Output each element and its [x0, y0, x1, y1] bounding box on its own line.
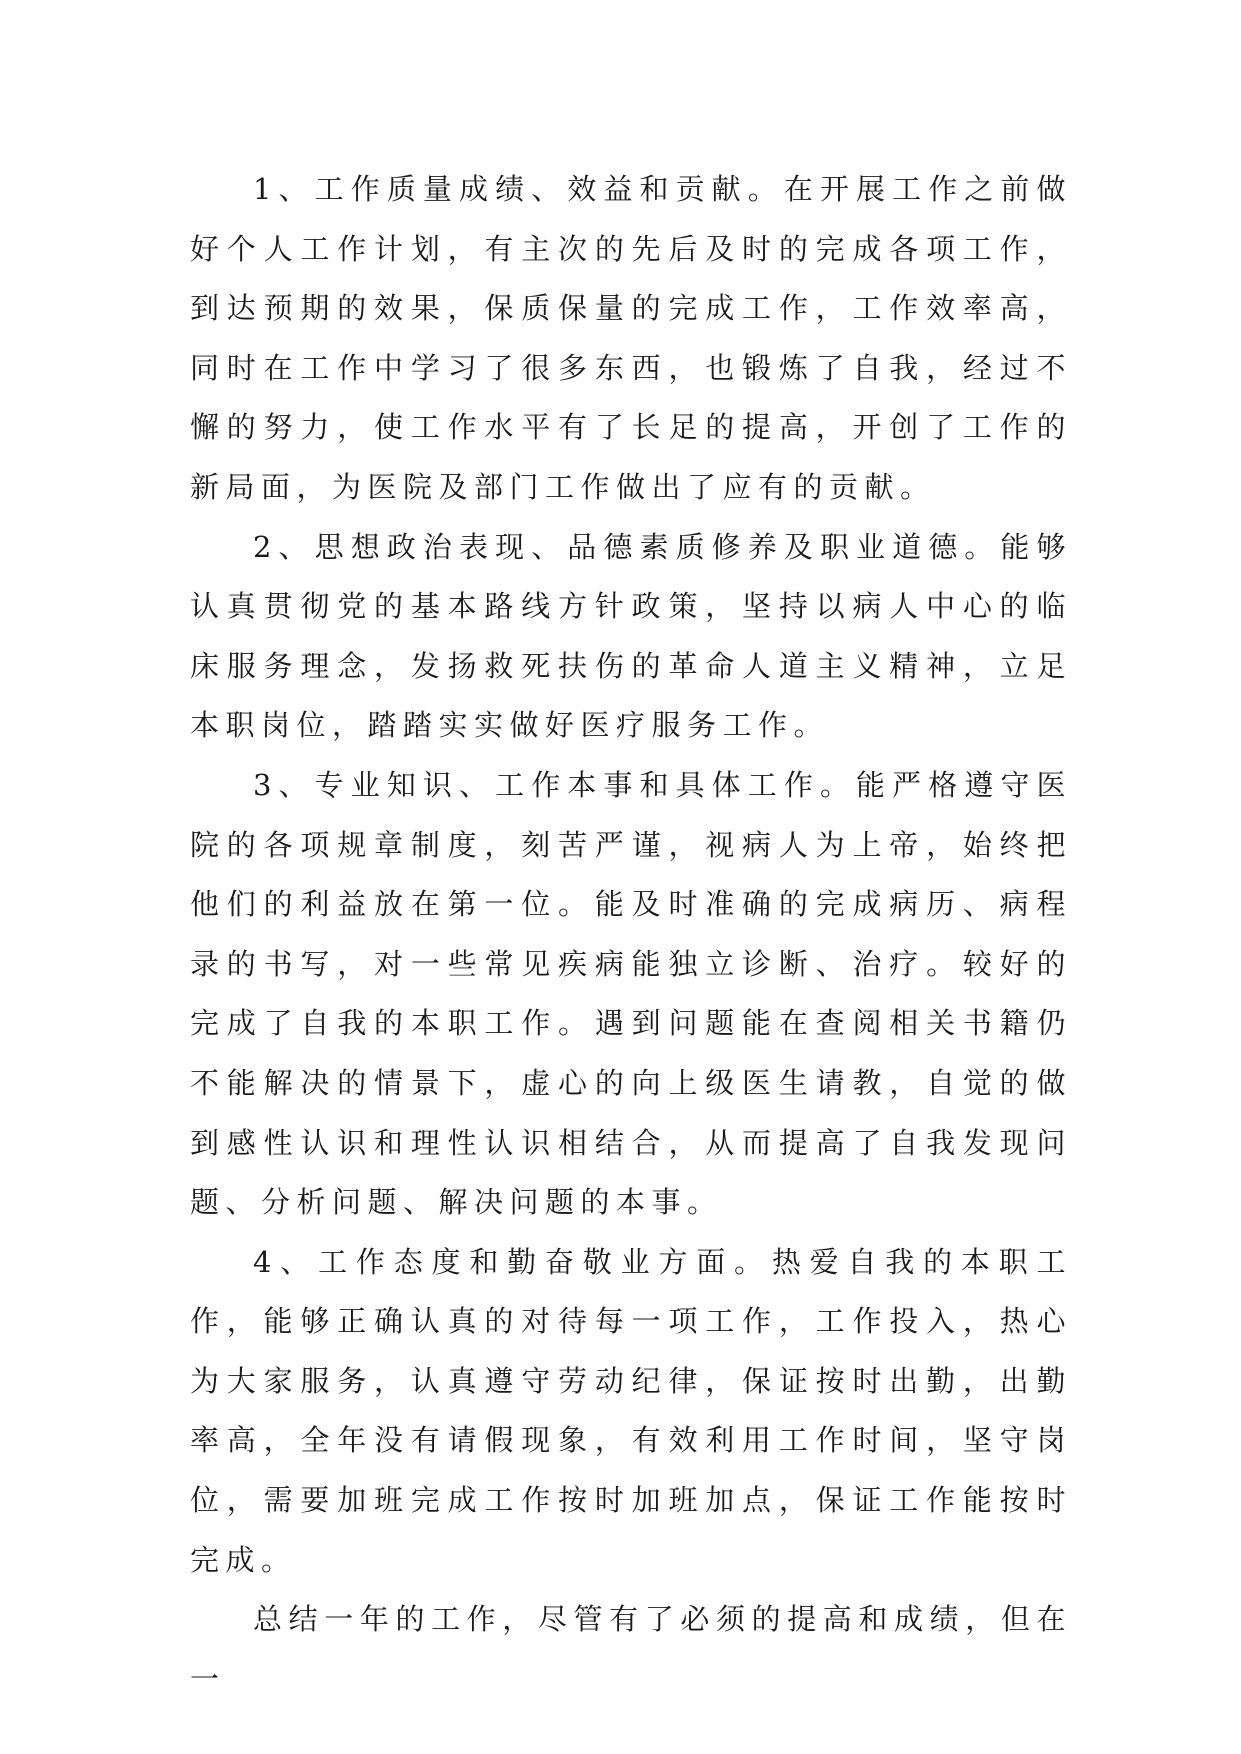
paragraph-2: 2、思想政治表现、品德素质修养及职业道德。能够认真贯彻党的基本路线方针政策，坚持以病人中心的临床服务理念，发扬救死扶伤的革命人道主义精神，立足本职岗位，踏踏实实做好医疗服务工作。 [190, 529, 1072, 743]
paragraph-4: 4、工作态度和勤奋敬业方面。热爱自我的本职工作，能够正确认真的对待每一项工作，工作投入，热心为大家服务，认真遵守劳动纪律，保证按时出勤，出勤率高，全年没有请假现象，有效利用工作时间，坚守岗位，需要加班完成工作按时加班加点，保证工作能按时完成。 [190, 1244, 1072, 1577]
document-body [190, 160, 1072, 1709]
paragraph-5: 总结一年的工作，尽管有了必须的提高和成绩，但在一 [190, 1602, 1072, 1696]
paragraph-3: 3、专业知识、工作本事和具体工作。能严格遵守医院的各项规章制度，刻苦严谨，视病人为上帝，始终把他们的利益放在第一位。能及时准确的完成病历、病程录的书写，对一些常见疾病能独立诊断、治疗。较好的完成了自我的本职工作。遇到问题能在查阅相关书籍仍不能解决的情景下，虚心的向上级医生请教，自觉的做到感性认识和理性认识相结合，从而提高了自我发现问题、分析问题、解决问题的本事。 [190, 767, 1072, 1220]
paragraph-1: 1、工作质量成绩、效益和贡献。在开展工作之前做好个人工作计划，有主次的先后及时的完成各项工作，到达预期的效果，保质保量的完成工作，工作效率高，同时在工作中学习了很多东西，也锻炼了自我，经过不懈的努力，使工作水平有了长足的提高，开创了工作的新局面，为医院及部门工作做出了应有的贡献。 [190, 172, 1072, 504]
